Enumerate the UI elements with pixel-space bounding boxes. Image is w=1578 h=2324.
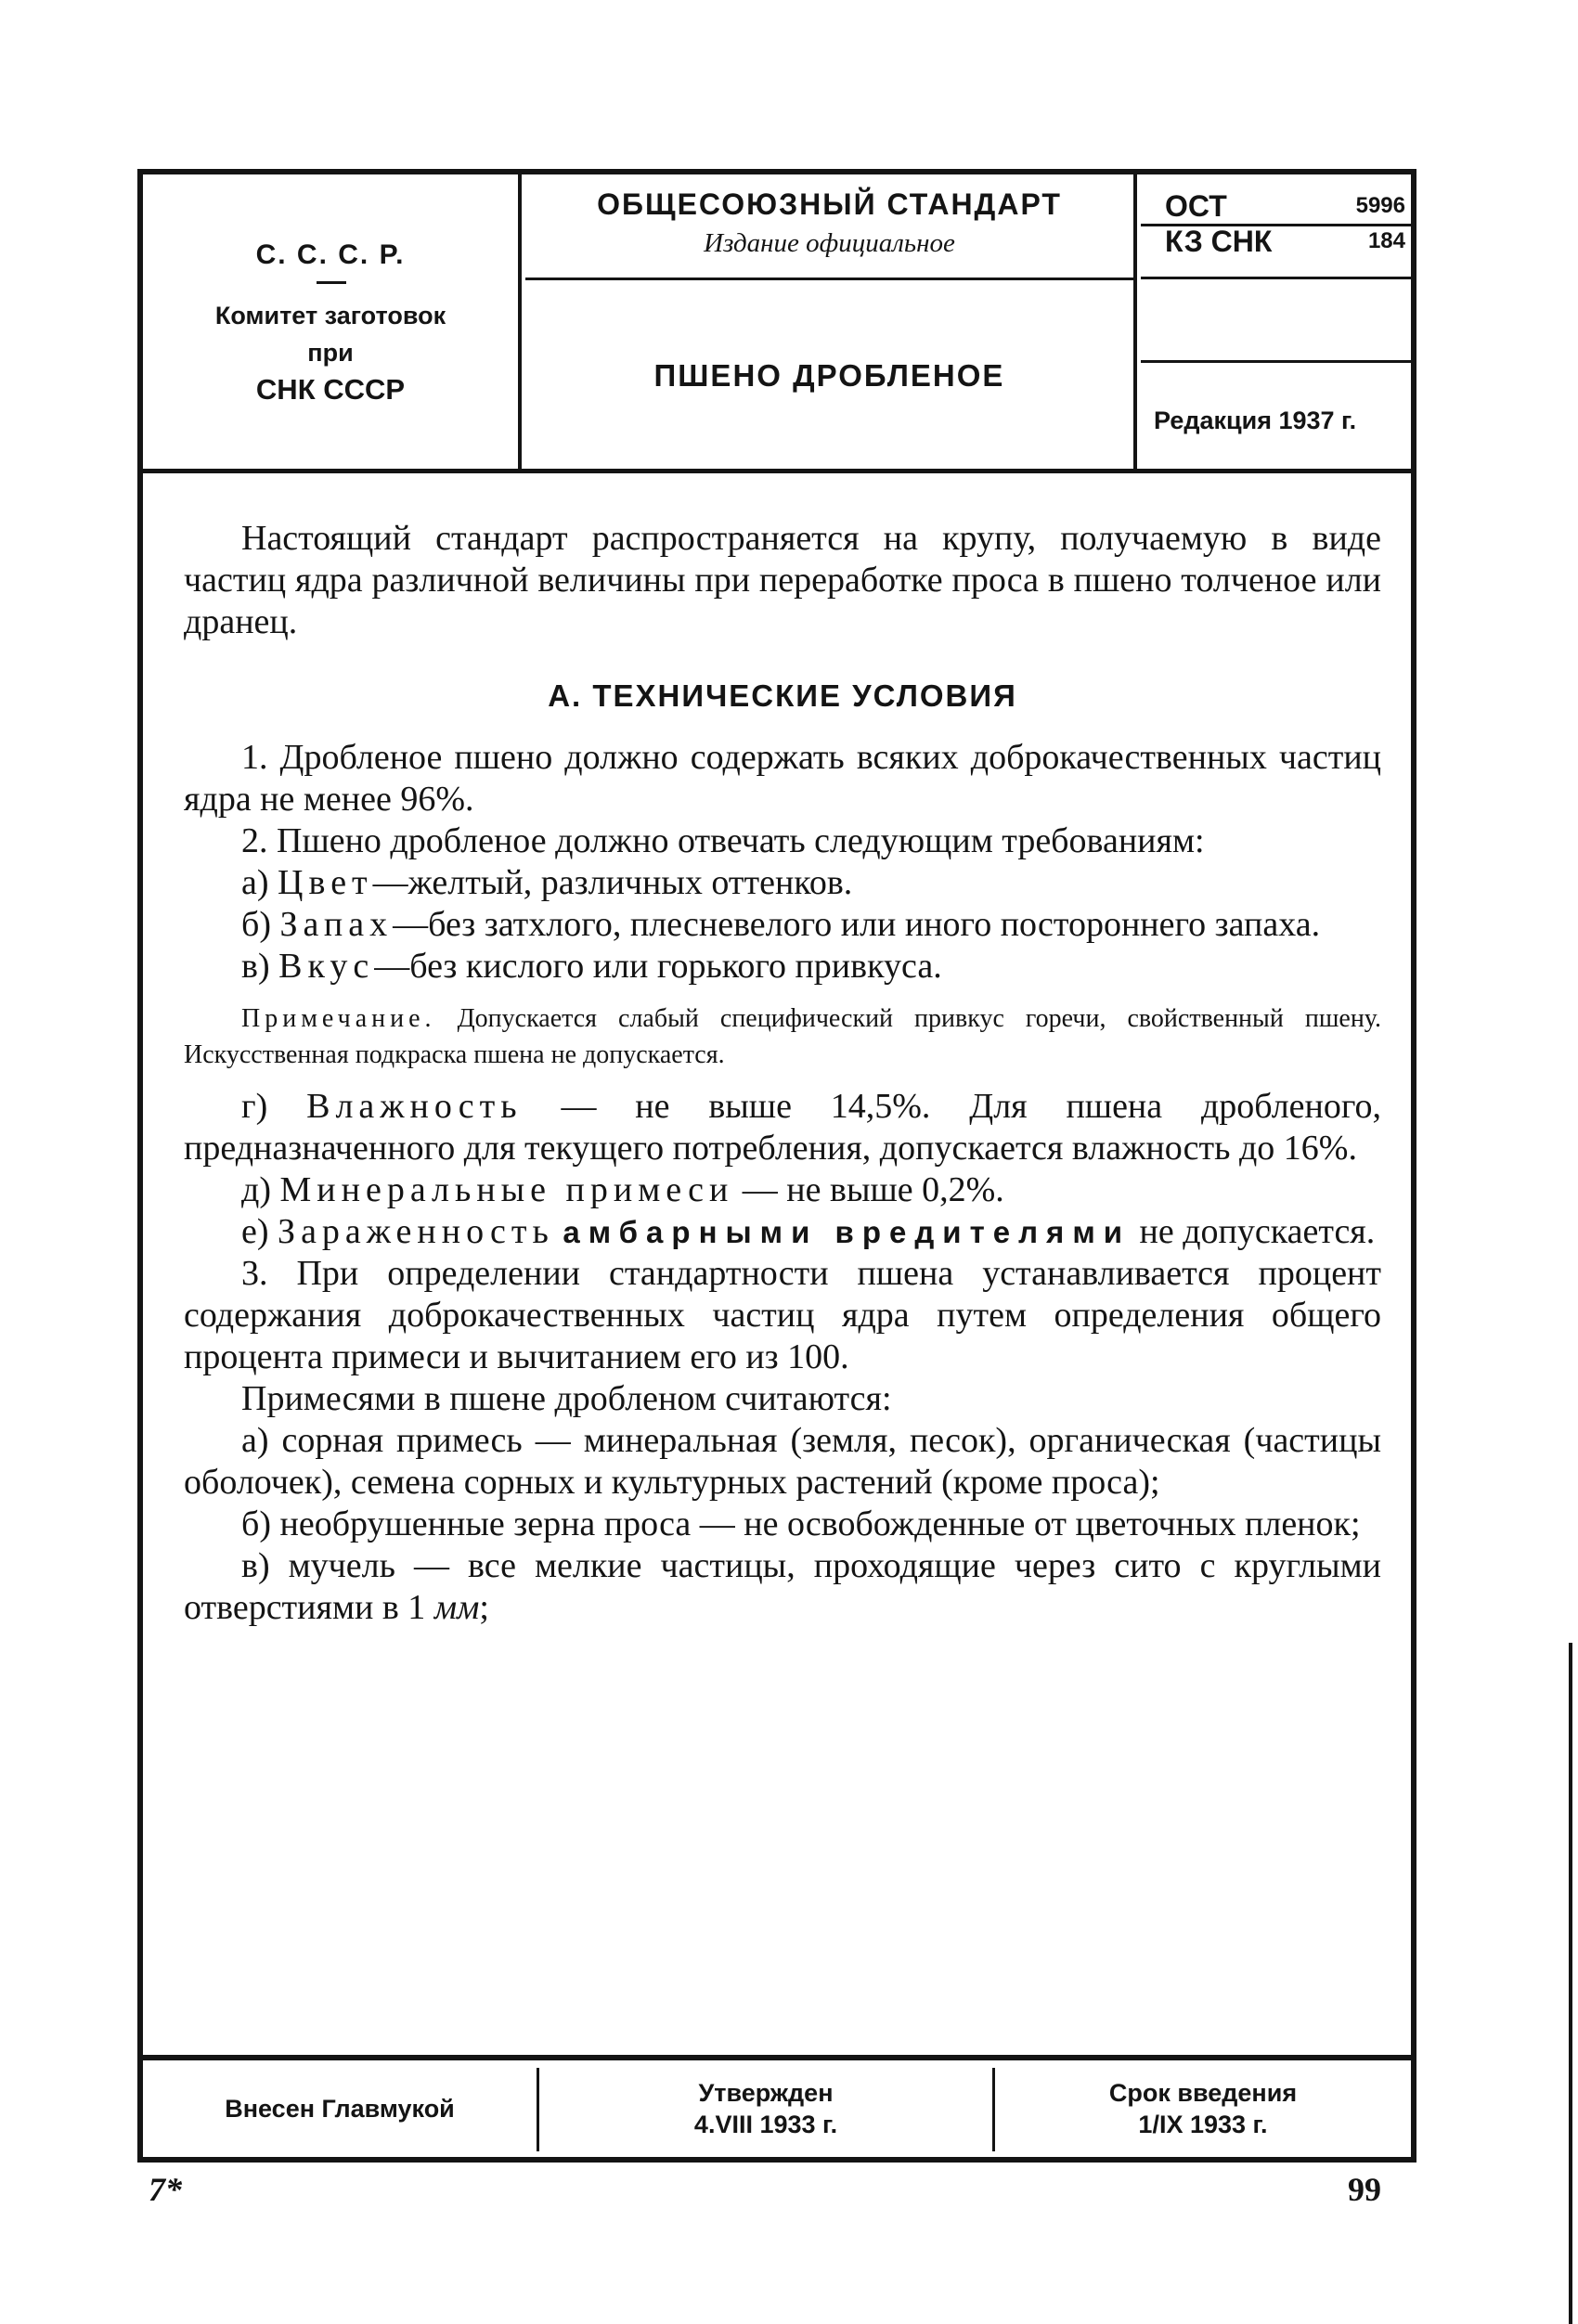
requirement-g-term: Влажность: [306, 1087, 523, 1126]
standard-body: [184, 518, 1381, 1629]
requirement-a-term: Цвет: [278, 863, 373, 902]
clause-1: 1. Дробленое пшено должно содержать всяких доброкачественных частиц ядра не менее 96%.: [184, 738, 1381, 819]
requirement-e-term: Зараженность: [278, 1212, 554, 1251]
redaction-label: Редакция 1937 г.: [1154, 407, 1357, 434]
header-divider-right: [1133, 174, 1137, 469]
issuer-block: [143, 174, 518, 469]
standard-title: ОБЩЕСОЮЗНЫЙ СТАНДАРТ: [597, 187, 1062, 221]
requirement-b-label: б): [241, 905, 271, 944]
edition-label: Издание официальное: [704, 228, 955, 258]
signature-mark: 7*: [149, 2171, 182, 2208]
standard-frame: [137, 169, 1416, 2163]
title-block: [525, 174, 1133, 469]
requirement-d-text: — не выше 0,2%.: [742, 1170, 1004, 1209]
requirement-e-term2: амбарными вредителями: [563, 1215, 1132, 1249]
admixtures-intro: Примесями в пшене дробленом считаются:: [241, 1379, 892, 1418]
requirement-a: [184, 862, 1381, 904]
ost-subtitle: КЗ СНК: [1165, 225, 1273, 258]
title-divider: [525, 278, 1133, 280]
approved-cell: [539, 2060, 992, 2157]
note-paragraph: [184, 1001, 1381, 1073]
submitted-by: Внесен Главмукой: [225, 2095, 455, 2123]
ost-divider-1: [1141, 277, 1411, 279]
requirement-v-label: в): [241, 947, 270, 986]
requirement-e: [184, 1211, 1381, 1253]
section-heading: А. ТЕХНИЧЕСКИЕ УСЛОВИЯ: [548, 678, 1017, 713]
ost-number: 5996: [1355, 193, 1405, 218]
admixture-v: [184, 1545, 1381, 1629]
ost-denominator: 184: [1367, 228, 1405, 253]
requirement-v: [184, 946, 1381, 988]
effective-label: Срок введения: [1108, 2079, 1298, 2107]
product-name: ПШЕНО ДРОБЛЕНОЕ: [653, 358, 1005, 393]
admixture-v-end: ;: [479, 1588, 489, 1627]
page-number: 99: [1348, 2171, 1381, 2208]
requirement-d-term: Минеральные примеси: [279, 1170, 734, 1209]
divider-dash: [317, 281, 346, 284]
effective-date: 1/IX 1933 г.: [1138, 2111, 1268, 2138]
committee-line-3: СНК СССР: [255, 373, 406, 406]
requirement-e-label: е): [241, 1212, 269, 1251]
standard-header: [143, 174, 1411, 473]
requirement-a-label: а): [241, 863, 269, 902]
requirement-v-term: Вкус: [278, 947, 375, 986]
country-label: С. С. С. Р.: [255, 239, 406, 270]
intro-paragraph: Настоящий стандарт распространяется на крупу, получаемую в виде частиц ядра различной величины при переработке проса в пшено толченое или дранец.: [184, 519, 1381, 641]
clause-3: 3. При определении стандартности пшена устанавливается процент содержания доброкачественных частиц ядра путем определения общего процента примеси и вычитанием его из 100.: [184, 1254, 1381, 1376]
scan-edge-line: [1569, 1643, 1572, 2324]
effective-cell: [995, 2060, 1411, 2157]
requirement-b-term: Запах: [279, 905, 394, 944]
note-label: Примечание.: [241, 1004, 436, 1033]
admixture-a: а) сорная примесь — минеральная (земля, песок), органическая (частицы оболочек), семена сорных и культурных растений (кроме проса);: [184, 1421, 1381, 1502]
requirement-a-text: —желтый, различных оттенков.: [372, 863, 853, 902]
requirement-b: [184, 904, 1381, 946]
admixture-v-text: в) мучель — все мелкие частицы, проходящие через сито с круглыми отверстиями в 1: [184, 1546, 1381, 1627]
committee-line-1: Комитет заготовок: [214, 302, 446, 329]
note-text: Допускается слабый специфический привкус горечи, свойственный пшену. Искусственная подкраска пшена не допускается.: [184, 1004, 1381, 1069]
requirement-b-text: —без затхлого, плесневелого или иного постороннего запаха.: [393, 905, 1321, 944]
requirement-e-text: не допускается.: [1139, 1212, 1376, 1251]
requirement-g-label: г): [241, 1087, 268, 1126]
approved-label: Утвержден: [698, 2079, 834, 2107]
requirement-d: [184, 1169, 1381, 1211]
requirement-g-text: — не выше 14,5%. Для пшена дробленого, предназначенного для текущего потребления, допускается влажность до 16%.: [184, 1087, 1382, 1168]
ost-label: ОСТ: [1165, 189, 1227, 223]
standard-footer: [143, 2055, 1411, 2157]
requirement-g: [184, 1086, 1381, 1169]
header-divider-left: [518, 174, 522, 469]
ost-block: [1141, 174, 1411, 469]
requirement-v-text: —без кислого или горького привкуса.: [374, 947, 942, 986]
submitted-cell: [143, 2060, 537, 2157]
requirement-d-label: д): [241, 1170, 271, 1209]
clause-2: 2. Пшено дробленое должно отвечать следующим требованиям:: [241, 821, 1205, 860]
admixture-v-unit: мм: [433, 1588, 480, 1627]
approved-date: 4.VIII 1933 г.: [693, 2111, 838, 2138]
committee-label: [143, 297, 518, 408]
committee-line-2: при: [307, 339, 354, 367]
ost-divider-2: [1141, 360, 1411, 363]
admixture-b: б) необрушенные зерна проса — не освобожденные от цветочных пленок;: [241, 1504, 1361, 1543]
